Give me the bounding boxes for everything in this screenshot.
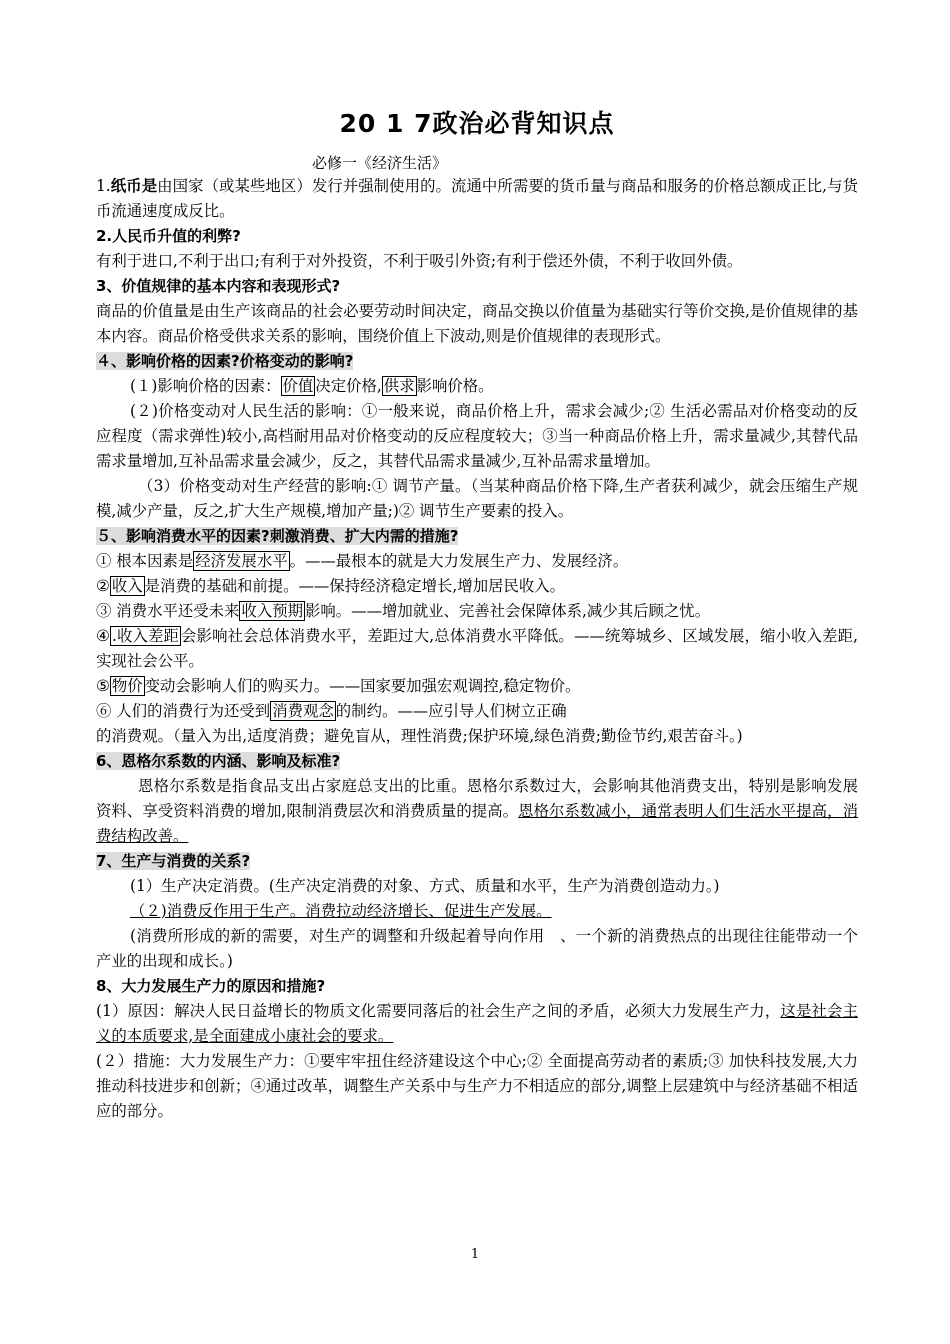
q5-item-2: ② 收入 是消费的基础和前提。——保持经济稳定增长,增加居民收入。 (96, 577, 566, 595)
underlined-text: 恩格尔系数减小，通常表明人们生活水平提高，消费结构改善。 (96, 802, 858, 845)
boxed-term: 收入 (111, 577, 143, 595)
q4-p3: （3）价格变动对生产经营的影响:① 调节产量。（当某种商品价格下降,生产者获利减少，就会压缩生产规模,减少产量，反之,扩大生产规模,增加产量;)② 调节生产要素的投入。 (96, 477, 858, 520)
q4-heading: ４、影响价格的因素?价格变动的影响? (96, 352, 354, 370)
q7-p1: (1）生产决定消费。(生产决定消费的对象、方式、质量和水平，生产为消费创造动力。) (130, 877, 720, 895)
q3-heading: 3、价值规律的基本内容和表现形式? (96, 277, 341, 295)
q6-paragraph: 恩格尔系数是指食品支出占家庭总支出的比重。恩格尔系数过大，会影响其他消费支出，特别是影响发展资料、享受资料消费的增加,限制消费层次和消费质量的提高。恩格尔系数减小，通常表明人们生活水平提高，消费结构改善。 (96, 777, 858, 845)
q7-p2 (96, 899, 858, 924)
q7-p3: (消费所形成的新的需要，对生产的调整和升级起着导向作用 、一个新的消费热点的出现往往能带动一个产业的出现和成长。) (96, 927, 858, 970)
boxed-term: 收入预期 (241, 602, 303, 620)
q7-heading: 7、生产与消费的关系? (96, 852, 251, 870)
q5-item-3: ③ 消费水平还受未来 收入预期 影响。——增加就业、完善社会保障体系,减少其后顾之忧。 (96, 602, 711, 620)
q5-item-6-cont: 的消费观。（量入为出,适度消费；避免盲从，理性消费;保护环境,绿色消费;勤俭节约,艰苦奋斗。) (96, 727, 743, 745)
boxed-term: .收入差距 (111, 627, 180, 645)
q5-item-4: ④ .收入差距 会影响社会总体消费水平，差距过大,总体消费水平降低。——统筹城乡、区域发展，缩小收入差距,实现社会公平。 (96, 627, 858, 670)
q5-item-1: ① 根本因素是 经济发展水平 。——最根本的就是大力发展生产力、发展经济。 (96, 552, 629, 570)
q2-paragraph: 有利于进口,不利于出口;有利于对外投资，不利于吸引外资;有利于偿还外债，不利于收回外债。 (96, 252, 743, 270)
q3-paragraph: 商品的价值量是由生产该商品的社会必要劳动时间决定，商品交换以价值量为基础实行等价交换,是价值规律的基本内容。商品价格受供求关系的影响，围绕价值上下波动,则是价值规律的表现形式。 (96, 302, 858, 345)
boxed-term: 经济发展水平 (195, 552, 288, 570)
boxed-term: 供求 (383, 377, 415, 395)
q4-p1: (１)影响价格的因素： 价值 决定价格, 供求 影响价格。 (130, 377, 494, 395)
document-page (96, 100, 858, 1124)
q6-heading: 6、恩格尔系数的内涵、影响及标准? (96, 752, 341, 770)
q5-item-6: ⑥ 人们的消费行为还受到 消费观念 的制约。——应引导人们树立正确 (96, 702, 567, 720)
q8-p1: (1）原因：解决人民日益增长的物质文化需要同落后的社会生产之间的矛盾，必须大力发展生产力，这是社会主义的本质要求,是全面建成小康社会的要求。 (96, 1002, 858, 1045)
page-title: 20 1 7政治必背知识点 (339, 109, 615, 138)
q5-heading: ５、影响消费水平的因素?刺激消费、扩大内需的措施? (96, 527, 459, 545)
page-number: 1 (470, 1247, 480, 1262)
boxed-term: 物价 (111, 677, 143, 695)
q8-p2: (２）措施：大力发展生产力：①要牢牢扭住经济建设这个中心;② 全面提高劳动者的素质;③ 加快科技发展,大力推动科技进步和创新；④通过改革，调整生产关系中与生产力不相适应的部分,调整上层建筑中与经济基础不相适应的部分。 (96, 1052, 858, 1120)
page-subtitle: 必修一《经济生活》 (312, 154, 448, 172)
q1-paragraph: 1.纸币是由国家（或某些地区）发行并强制使用的。流通中所需要的货币量与商品和服务的价格总额成正比,与货币流通速度成反比。 (96, 177, 858, 220)
q5-item-5: ⑤ 物价 变动会影响人们的购买力。——国家要加强宏观调控,稳定物价。 (96, 677, 581, 695)
q4-p2: (２)价格变动对人民生活的影响：①一般来说，商品价格上升，需求会减少;② 生活必需品对价格变动的反应程度（需求弹性)较小,高档耐用品对价格变动的反应程度较大；③当一种商品价格上升，需求量减少,其替代品需求量增加,互补品需求量会减少，反之，其替代品需求量减少,互补品需求量增加。 (96, 402, 858, 470)
underlined-text: 这是社会主义的本质要求,是全面建成小康社会的要求。 (96, 1002, 858, 1045)
boxed-term: 消费观念 (272, 702, 334, 720)
underlined-text: （２)消费反作用于生产。消费拉动经济增长、促进生产发展。 (130, 902, 552, 920)
boxed-term: 价值 (282, 377, 314, 395)
q2-heading: 2.人民币升值的利弊? (96, 227, 241, 245)
q1-term: 纸币是 (110, 177, 158, 195)
q8-heading: 8、大力发展生产力的原因和措施? (96, 977, 326, 995)
